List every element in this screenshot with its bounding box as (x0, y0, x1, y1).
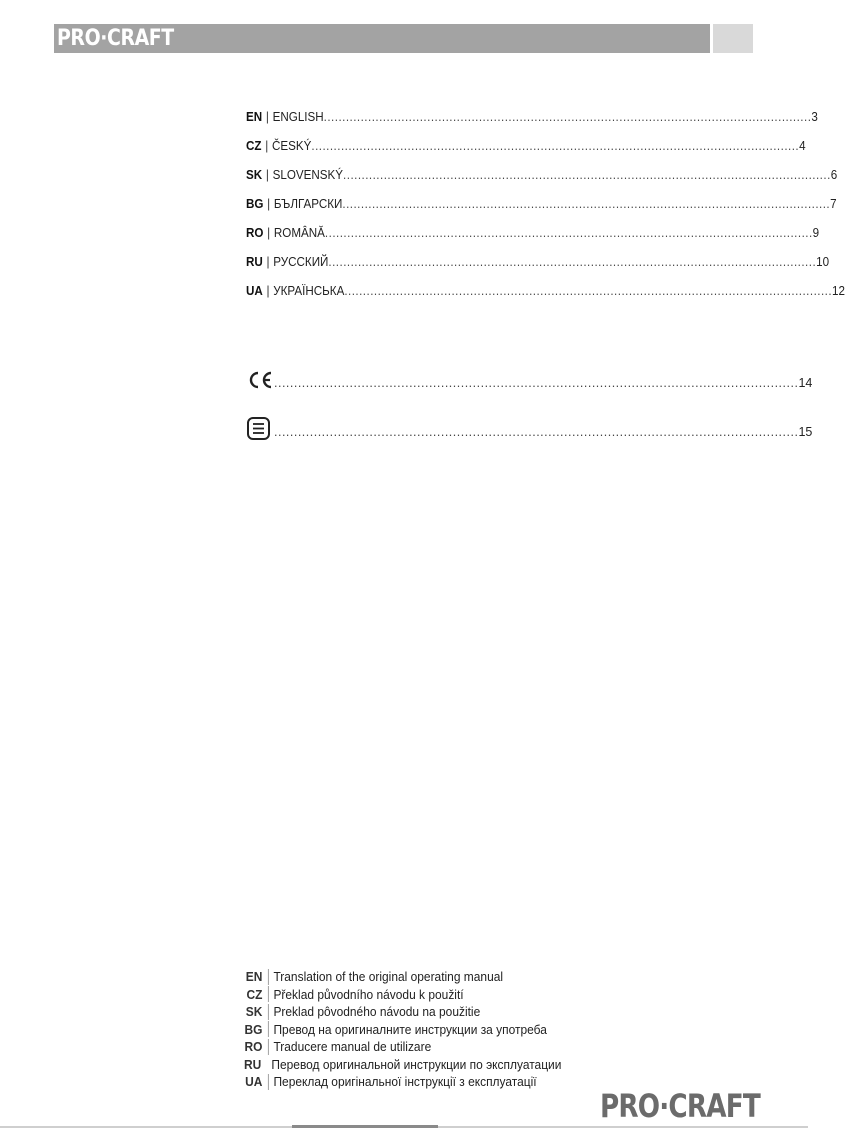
toc-code: RU (246, 255, 263, 269)
toc-leader: .................................................................................................................................... (311, 139, 800, 153)
translation-code: UA (245, 1074, 263, 1090)
translation-divider (268, 986, 269, 1002)
toc-leader: .................................................................................................................................... (344, 284, 833, 298)
translation-divider (268, 1021, 269, 1037)
translation-code: RO (244, 1039, 263, 1055)
document-list-icon (246, 417, 274, 441)
toc-separator: | (265, 110, 269, 124)
toc-entry-sk[interactable] (246, 166, 838, 184)
translation-code: CZ (246, 986, 263, 1002)
toc-name: ENGLISH (272, 110, 324, 124)
toc-code: BG (246, 197, 264, 211)
toc-separator: | (266, 284, 270, 298)
toc-page: 7 (830, 197, 837, 211)
toc-name: SLOVENSKÝ (272, 168, 344, 182)
toc-page: 10 (816, 255, 830, 269)
toc-leader: .................................................................................................................................... (342, 197, 831, 211)
toc-leader: .................................................................................................................................... (343, 168, 831, 182)
toc-page: 6 (830, 168, 838, 182)
toc-code: EN (246, 110, 263, 124)
translation-text: Перевод оригинальной инструкции по эксплуатации (271, 1056, 562, 1072)
translation-text: Переклад оригінальної інструкції з експлуатації (273, 1074, 537, 1090)
translation-text: Překlad původního návodu k použití (273, 986, 464, 1002)
toc-entry-ro[interactable] (246, 224, 820, 242)
toc-entry-cz[interactable] (246, 137, 806, 155)
toc-entry-en[interactable] (246, 108, 818, 126)
translation-item (244, 1073, 557, 1091)
toc-name: РУССКИЙ (273, 255, 329, 269)
toc-entry-document[interactable] (246, 413, 813, 441)
toc-name: ROMÂNĂ (273, 226, 325, 240)
translation-text: Preklad pôvodného návodu na použitie (273, 1004, 481, 1020)
toc-leader: .................................................................................................................................... (324, 226, 813, 240)
header-logo: PRO·CRAFT (57, 26, 174, 51)
translation-divider (268, 1004, 269, 1020)
toc-separator: | (265, 139, 269, 153)
toc-separator: | (265, 168, 269, 182)
translation-item (244, 1003, 557, 1021)
translation-code: BG (244, 1021, 263, 1037)
footer-rule-accent (292, 1125, 438, 1128)
toc-code: RO (246, 226, 264, 240)
toc-page: 12 (832, 284, 845, 298)
translation-divider (268, 1039, 269, 1055)
toc-page: 3 (811, 110, 818, 124)
toc-code: UA (246, 284, 263, 298)
toc-page: 14 (798, 376, 813, 390)
translation-code: SK (245, 1004, 263, 1020)
translation-item (244, 1056, 562, 1074)
header-bar-cap (713, 24, 753, 53)
toc-entry-bg[interactable] (246, 195, 837, 213)
toc-name: УКРАЇНСЬКА (273, 284, 345, 298)
translation-text: Translation of the original operating manual (273, 969, 504, 985)
toc-page: 4 (799, 139, 806, 153)
toc-entry-ce[interactable] (246, 364, 813, 392)
toc-entry-ru[interactable] (246, 253, 830, 271)
translation-item (244, 968, 557, 986)
toc-separator: | (267, 226, 271, 240)
ce-mark-icon (246, 368, 274, 392)
toc-leader: .................................................................................................................................... (323, 110, 812, 124)
toc-separator: | (266, 255, 270, 269)
translation-code: EN (245, 969, 263, 985)
translation-item (244, 986, 557, 1004)
translation-list (244, 968, 584, 1091)
toc-leader: .................................................................................................................................... (274, 425, 799, 439)
translation-item (244, 1038, 557, 1056)
toc-page: 9 (812, 226, 820, 240)
toc-name: БЪЛГАРСКИ (273, 197, 343, 211)
toc-page: 15 (798, 425, 813, 439)
translation-code: RU (244, 1056, 262, 1072)
toc-entry-ua[interactable] (246, 282, 845, 300)
translation-divider (268, 969, 269, 985)
toc-code: CZ (246, 139, 262, 153)
translation-item (244, 1021, 557, 1039)
toc-leader: .................................................................................................................................... (274, 376, 799, 390)
toc-separator: | (267, 197, 271, 211)
translation-text: Traducere manual de utilizare (273, 1039, 432, 1055)
translation-text: Превод на оригиналните инструкции за употреба (273, 1021, 547, 1037)
footer-logo: PRO·CRAFT (600, 1087, 760, 1125)
toc-code: SK (246, 168, 263, 182)
toc-name: ČESKÝ (271, 139, 312, 153)
toc-leader: .................................................................................................................................... (328, 255, 817, 269)
translation-divider (268, 1074, 269, 1090)
